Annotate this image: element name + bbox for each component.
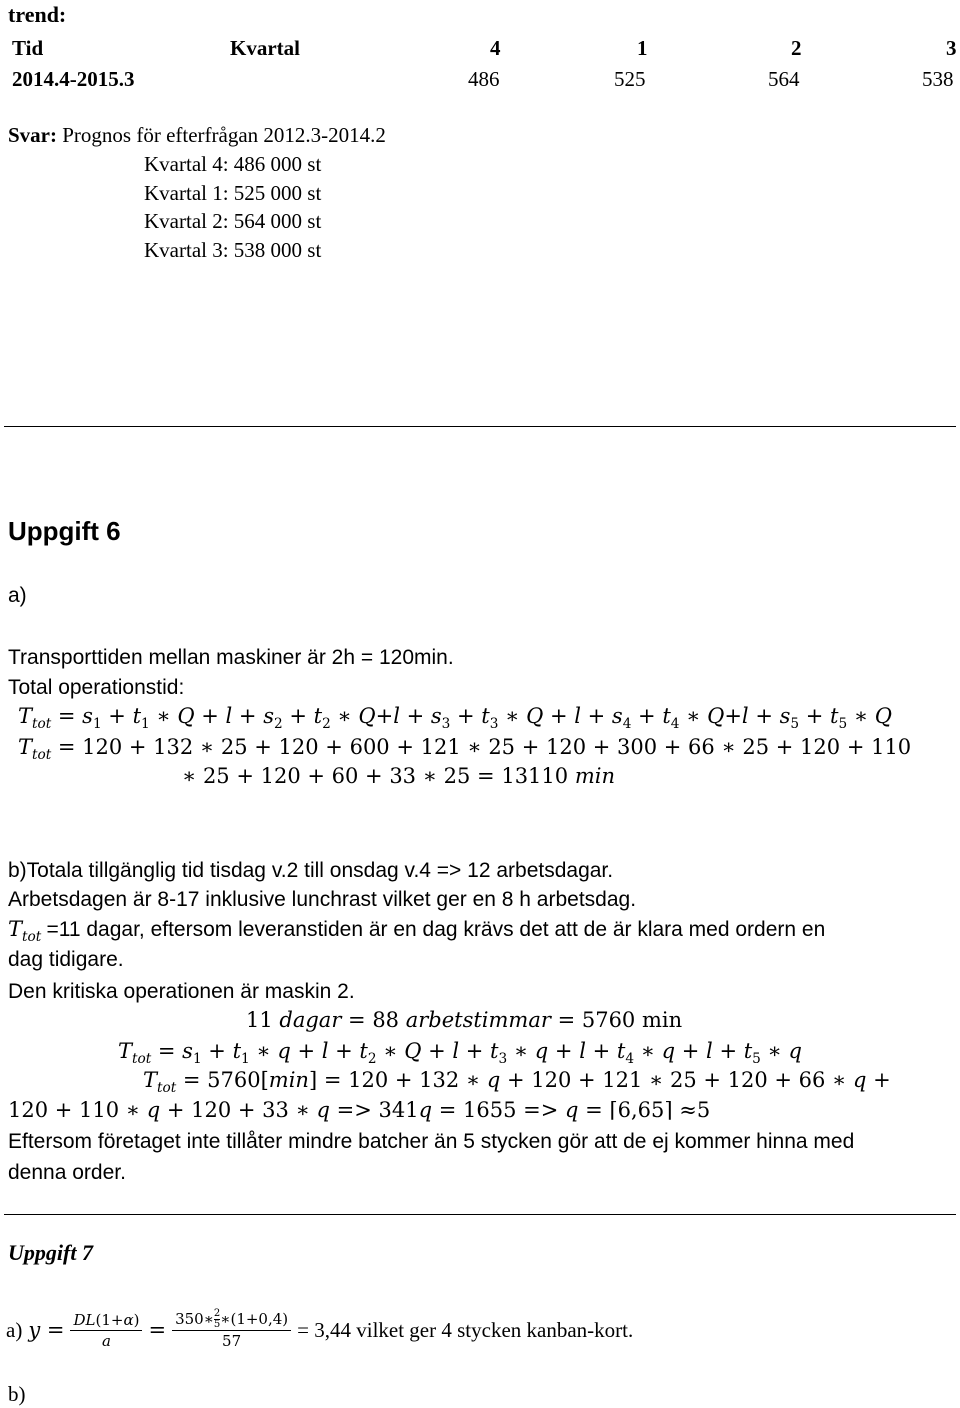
trend-heading: trend: bbox=[8, 2, 67, 27]
table-cell-q4: 486 bbox=[468, 67, 500, 91]
answer-q3: Kvartal 3: 538 000 st bbox=[144, 238, 322, 262]
task6-transport: Transporttiden mellan maskiner är 2h = 120min. bbox=[8, 646, 454, 669]
task6-b-line4: dag tidigare. bbox=[8, 948, 124, 971]
table-cell-q1: 525 bbox=[614, 67, 646, 91]
table-header-q2: 2 bbox=[791, 36, 802, 60]
task7-a-label: a) bbox=[6, 1317, 23, 1342]
task6-b-line5: Den kritiska operationen är maskin 2. bbox=[8, 980, 355, 1003]
task7-a-result: = 3,44 vilket ger 4 stycken kanban-kort. bbox=[297, 1317, 634, 1342]
task6-b-line3-text: =11 dagar, eftersom leveranstiden är en dag krävs det att de är klara med ordern en bbox=[46, 918, 826, 941]
section-divider bbox=[4, 426, 956, 427]
task6-b-line2: Arbetsdagen är 8-17 inklusive lunchrast vilket ger en 8 h arbetsdag. bbox=[8, 888, 637, 911]
answer-q1: Kvartal 1: 525 000 st bbox=[144, 181, 322, 205]
task6-b-line1-text: b)Totala tillgänglig tid tisdag v.2 till onsdag v.4 => 12 arbetsdagar. bbox=[8, 859, 614, 882]
table-cell-q3: 538 bbox=[922, 67, 954, 91]
fraction-values: 350∗ $\frac{2}{5}$ ∗(1+0,4) 57 bbox=[172, 1309, 291, 1352]
table-cell-q2: 564 bbox=[768, 67, 800, 91]
task7-title: Uppgift 7 bbox=[8, 1240, 93, 1265]
answer-line bbox=[8, 123, 386, 148]
answer-q2: Kvartal 2: 564 000 st bbox=[144, 209, 322, 233]
task7-a-equation: a) y = $\frac{DL(1+\alpha)}{a}$ = 350∗ $\frac{2}{5}$ ∗(1+0,4) 57 = 3,44 vilket ger 4 stycken kanban-kort. bbox=[6, 1308, 634, 1351]
answer-label: Svar: bbox=[8, 123, 57, 147]
task6-b-line3: $T_{tot} =11$ dagar, eftersom leveranstiden är en dag krävs det att de är klara med ordern en bbox=[8, 917, 826, 945]
equation-ttot-q-numeric-2: 120 + 110 ∗ q + 120 + 33 ∗ q => 341q = 1655 => q = ⌈6,65⌉ ≈5 bbox=[8, 1098, 711, 1122]
equation-ttot-numeric-2: ∗ 25 + 120 + 60 + 33 ∗ 25 = 13110 min bbox=[182, 764, 615, 788]
equation-ttot-numeric-1: $T_{tot} = 120 + 132$ ∗ 25 + 120 + 600 + 121 ∗ 25 + 120 + 300 + 66 ∗ 25 + 120 + 110 bbox=[18, 735, 912, 763]
equation-ttot-q-numeric-1: $T_{tot} = 5760[\min] = 120 + 132$ ∗ q + 120 + 121 ∗ 25 + 120 + 66 ∗ q + bbox=[143, 1068, 891, 1096]
answer-text: Prognos för efterfrågan 2012.3-2014.2 bbox=[62, 123, 386, 147]
table-header-q4: 4 bbox=[490, 36, 501, 60]
task6-conclusion-line1: Eftersom företaget inte tillåter mindre batcher än 5 stycken gör att de ej kommer hinna med bbox=[8, 1130, 855, 1153]
table-header-q1: 1 bbox=[637, 36, 648, 60]
table-header-quarter: Kvartal bbox=[230, 36, 300, 60]
answer-q4: Kvartal 4: 486 000 st bbox=[144, 152, 322, 176]
table-row-period: 2014.4-2015.3 bbox=[12, 67, 135, 91]
equation-days: 11 dagar = 88 arbetstimmar = 5760 min bbox=[246, 1008, 683, 1032]
task6-total-op: Total operationstid: bbox=[8, 676, 185, 699]
task6-b-line1 bbox=[8, 858, 613, 883]
equation-ttot-symbolic: $T_{tot} = s_1 + t_1$ ∗ $Q + l + s_2 + t_2$ ∗ $Q+l + s_3 + t_3$ ∗ $Q + l + s_4 + t_4$ ∗ $Q+l + s_5 + t_5$ ∗ Q bbox=[18, 704, 892, 732]
equation-ttot-q-symbolic: $T_{tot} = s_1 + t_1$ ∗ $q + l + t_2$ ∗ $Q + l + t_3$ ∗ $q + l + t_4$ ∗ $q + l + t_5$ ∗ q bbox=[118, 1039, 802, 1067]
fraction-formula: $\frac{DL(1+\alpha)}{a}$ bbox=[70, 1310, 142, 1351]
table-header-q3: 3 bbox=[946, 36, 957, 60]
task6-conclusion-line2: denna order. bbox=[8, 1161, 126, 1184]
task6-a-label: a) bbox=[8, 584, 27, 607]
section-divider-2 bbox=[4, 1214, 956, 1215]
task7-b-label: b) bbox=[8, 1382, 26, 1406]
task6-title: Uppgift 6 bbox=[8, 516, 121, 546]
table-header-time: Tid bbox=[12, 36, 44, 60]
